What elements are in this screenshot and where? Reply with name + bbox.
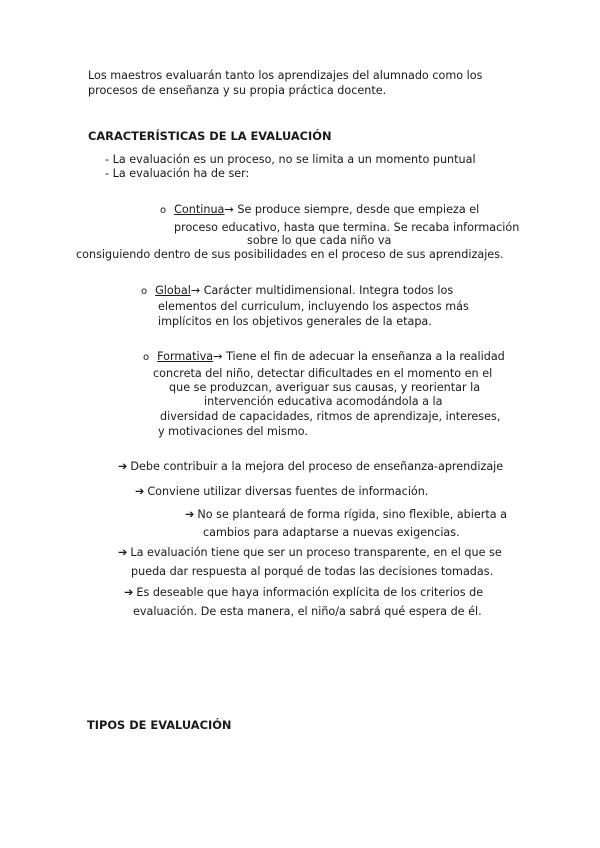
arrow-right-icon: ➔ bbox=[185, 508, 195, 521]
arrow-right-icon: ➔ bbox=[135, 485, 145, 498]
bullet-circle-icon: o bbox=[143, 352, 150, 363]
formativa-line-4: intervención educativa acomodándola a la bbox=[204, 395, 443, 408]
term-global: Global bbox=[155, 284, 191, 297]
formativa-line-6: y motivaciones del mismo. bbox=[158, 425, 308, 438]
arrow-right-icon: ➔ bbox=[118, 546, 128, 559]
continua-text-1: Se produce siempre, desde que empieza el bbox=[233, 203, 480, 216]
point-mejora-text: Debe contribuir a la mejora del proceso de enseñanza-aprendizaje bbox=[130, 460, 504, 473]
formativa-line-5: diversidad de capacidades, ritmos de aprendizaje, intereses, bbox=[160, 410, 501, 423]
intro-line-2: procesos de enseñanza y su propia práctica docente. bbox=[88, 84, 387, 97]
global-text-1: Carácter multidimensional. Integra todos los bbox=[200, 284, 454, 297]
formativa-line-2: concreta del niño, detectar dificultades en el momento en el bbox=[153, 367, 493, 380]
formativa-line-3: que se produzcan, averiguar sus causas, y reorientar la bbox=[169, 381, 481, 394]
global-line-2: elementos del curriculum, incluyendo los aspectos más bbox=[158, 300, 469, 313]
bullet-circle-icon: o bbox=[141, 286, 148, 297]
point-transparente-line-2: pueda dar respuesta al porqué de todas las decisiones tomadas. bbox=[131, 565, 494, 578]
section-heading-caracteristicas: CARACTERÍSTICAS DE LA EVALUACIÓN bbox=[88, 129, 332, 143]
point-transparente-text-1: La evaluación tiene que ser un proceso transparente, en el que se bbox=[130, 546, 502, 559]
term-formativa: Formativa bbox=[157, 350, 214, 363]
continua-line-2: proceso educativo, hasta que termina. Se recaba información bbox=[174, 221, 520, 234]
arrow-right-icon: ➔ bbox=[118, 460, 128, 473]
point-criterios bbox=[124, 586, 483, 600]
dash-item-proceso: - La evaluación es un proceso, no se limita a un momento puntual bbox=[105, 153, 476, 166]
intro-line-1: Los maestros evaluarán tanto los aprendizajes del alumnado como los bbox=[88, 69, 483, 82]
point-fuentes bbox=[135, 485, 428, 499]
point-criterios-text-1: Es deseable que haya información explícita de los criterios de bbox=[136, 586, 484, 599]
term-continua: Continua bbox=[174, 203, 225, 216]
point-fuentes-text: Conviene utilizar diversas fuentes de información. bbox=[147, 485, 429, 498]
bullet-formativa bbox=[143, 350, 505, 365]
point-criterios-line-2: evaluación. De esta manera, el niño/a sabrá qué espera de él. bbox=[133, 605, 482, 618]
section-heading-tipos: TIPOS DE EVALUACIÓN bbox=[87, 718, 232, 732]
arrow-right-icon: ➔ bbox=[124, 586, 134, 599]
point-flexible-line-2: cambios para adaptarse a nuevas exigencias. bbox=[203, 526, 460, 539]
arrow-icon: → bbox=[213, 350, 223, 363]
point-flexible-text-1: No se planteará de forma rígida, sino flexible, abierta a bbox=[197, 508, 508, 521]
global-line-3: implícitos en los objetivos generales de la etapa. bbox=[158, 315, 432, 328]
arrow-icon: → bbox=[190, 284, 201, 297]
point-flexible bbox=[185, 508, 507, 522]
dash-item-ha-de-ser: - La evaluación ha de ser: bbox=[105, 167, 250, 180]
bullet-circle-icon: o bbox=[160, 205, 167, 216]
continua-line-3: sobre lo que cada niño va bbox=[247, 234, 392, 247]
bullet-continua bbox=[160, 203, 479, 218]
point-transparente bbox=[118, 546, 502, 560]
arrow-icon: → bbox=[224, 203, 234, 216]
formativa-text-1: Tiene el fin de adecuar la enseñanza a la realidad bbox=[222, 350, 505, 363]
point-mejora bbox=[118, 460, 503, 474]
bullet-global bbox=[141, 284, 453, 299]
continua-line-4: consiguiendo dentro de sus posibilidades en el proceso de sus aprendizajes. bbox=[76, 248, 504, 261]
